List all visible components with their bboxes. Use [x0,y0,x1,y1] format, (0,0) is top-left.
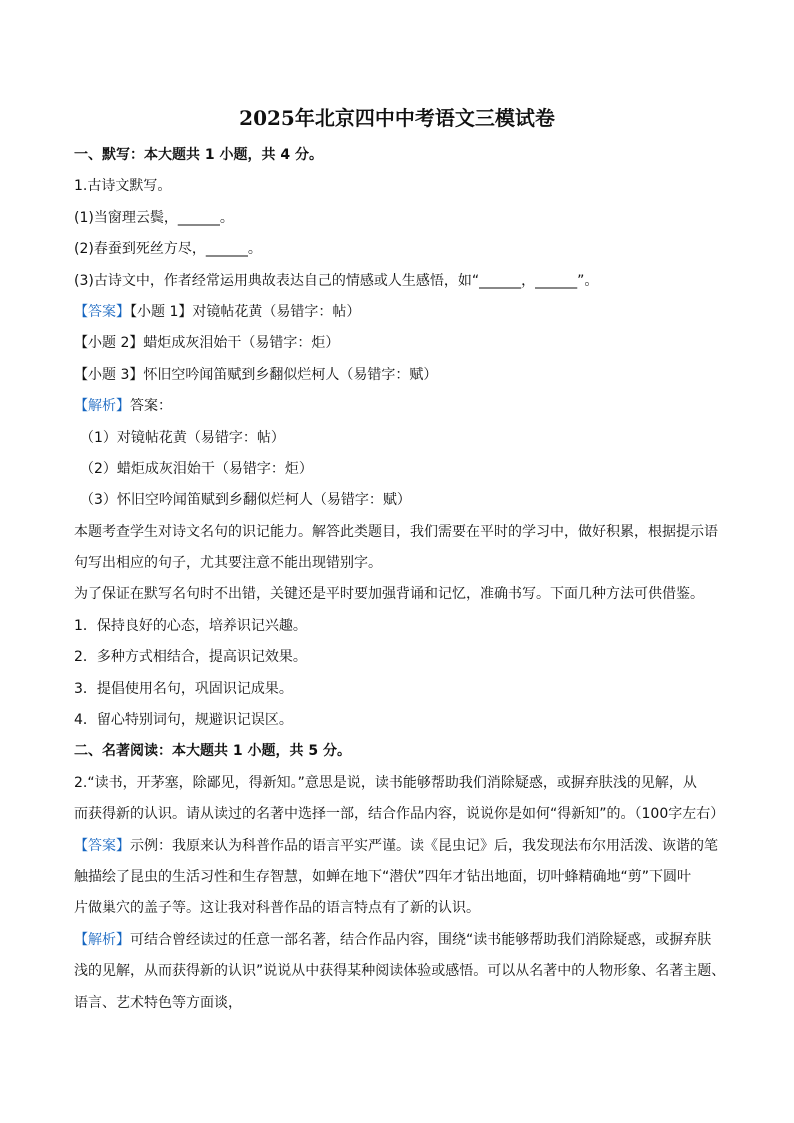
text-line [74,521,724,552]
page-title: 2025年北京四中中考语文三模试卷 [239,106,555,130]
line-text: 触描绘了昆虫的生活习性和生存智慧，如蝉在地下“潜伏”四年才钻出地面，切叶蜂精确地“剪”下圆叶 [74,868,692,885]
text-line [74,929,724,960]
line-text: 3．提倡使用名句，巩固识记成果。 [74,680,293,697]
line-text: 2．多种方式相结合，提高识记效果。 [74,649,307,666]
text-line [74,803,724,834]
line-text: 句写出相应的句子，尤其要注意不能出现错别字。 [74,555,382,572]
text-line [74,270,724,301]
line-text: 【小题 1】对镜帖花黄（易错字：帖） [130,303,361,320]
text-line [74,301,724,332]
line-text: 本题考查学生对诗文名句的识记能力。解答此类题目，我们需要在平时的学习中，做好积累，根据提示语 [74,523,718,540]
document-body [74,144,724,1023]
line-text: （1）对镜帖花黄（易错字：帖） [80,429,285,446]
text-line [74,615,724,646]
text-line [74,678,724,709]
label-tag: 【解析】 [74,398,130,415]
text-line [74,960,724,991]
text-line [74,458,724,489]
text-line [74,332,724,363]
line-text: （2）蜡炬成灰泪始干（易错字：炬） [80,460,313,477]
label-tag: 【解析】 [74,931,130,948]
section-heading [74,144,724,175]
line-text: (3)古诗文中，作者经常运用典故表达自己的情感或人生感悟，如“______，______”。 [74,272,599,289]
line-text: 答案： [130,398,172,415]
line-text: 二、名著阅读：本大题共 1 小题，共 5 分。 [74,743,351,760]
text-line [74,175,724,206]
text-line [74,207,724,238]
text-line [74,866,724,897]
text-line [74,552,724,583]
line-text: 可结合曾经读过的任意一部名著，结合作品内容，围绕“读书能够帮助我们消除疑惑，或摒弃肤 [130,931,712,948]
line-text: 浅的见解，从而获得新的认识”说说从中获得某种阅读体验或感悟。可以从名著中的人物形象、名著主题、 [74,963,726,980]
line-text: 语言、艺术特色等方面谈， [74,994,242,1011]
text-line [74,489,724,520]
text-line [74,897,724,928]
text-line [74,364,724,395]
line-text: 【小题 2】蜡炬成灰泪始干（易错字：炬） [74,335,340,352]
text-line [74,583,724,614]
line-text: (1)当窗理云鬓，______。 [74,209,234,226]
line-text: (2)春蚕到死丝方尽，______。 [74,241,262,258]
line-text: 1．保持良好的心态，培养识记兴趣。 [74,617,307,634]
line-text: 示例：我原来认为科普作品的语言平实严谨。读《昆虫记》后，我发现法布尔用活泼、诙谐的笔 [130,837,718,854]
line-text: 4．留心特别词句，规避识记误区。 [74,712,293,729]
text-line [74,238,724,269]
line-text: 1.古诗文默写。 [74,178,172,195]
label-tag: 【答案】 [74,837,130,854]
label-tag: 【答案】 [74,303,130,320]
text-line [74,427,724,458]
text-line [74,992,724,1023]
text-line [74,709,724,740]
text-line [74,646,724,677]
line-text: 一、默写：本大题共 1 小题，共 4 分。 [74,147,323,163]
line-text: （3）怀旧空吟闻笛赋到乡翻似烂柯人（易错字：赋） [80,492,411,509]
section-heading [74,740,724,771]
text-line [74,835,724,866]
line-text: 而获得新的认识。请从读过的名著中选择一部，结合作品内容，说说你是如何“得新知”的。（100字左右） [74,806,725,823]
line-text: 片做巢穴的盖子等。这让我对科普作品的语言特点有了新的认识。 [74,900,480,917]
text-line [74,772,724,803]
line-text: 【小题 3】怀旧空吟闻笛赋到乡翻似烂柯人（易错字：赋） [74,366,438,383]
line-text: 为了保证在默写名句时不出错，关键还是平时要加强背诵和记忆，准确书写。下面几种方法可供借鉴。 [74,586,704,603]
text-line [74,395,724,426]
line-text: 2.“读书，开茅塞，除鄙见，得新知。”意思是说，读书能够帮助我们消除疑惑，或摒弃肤浅的见解，从 [74,774,697,791]
